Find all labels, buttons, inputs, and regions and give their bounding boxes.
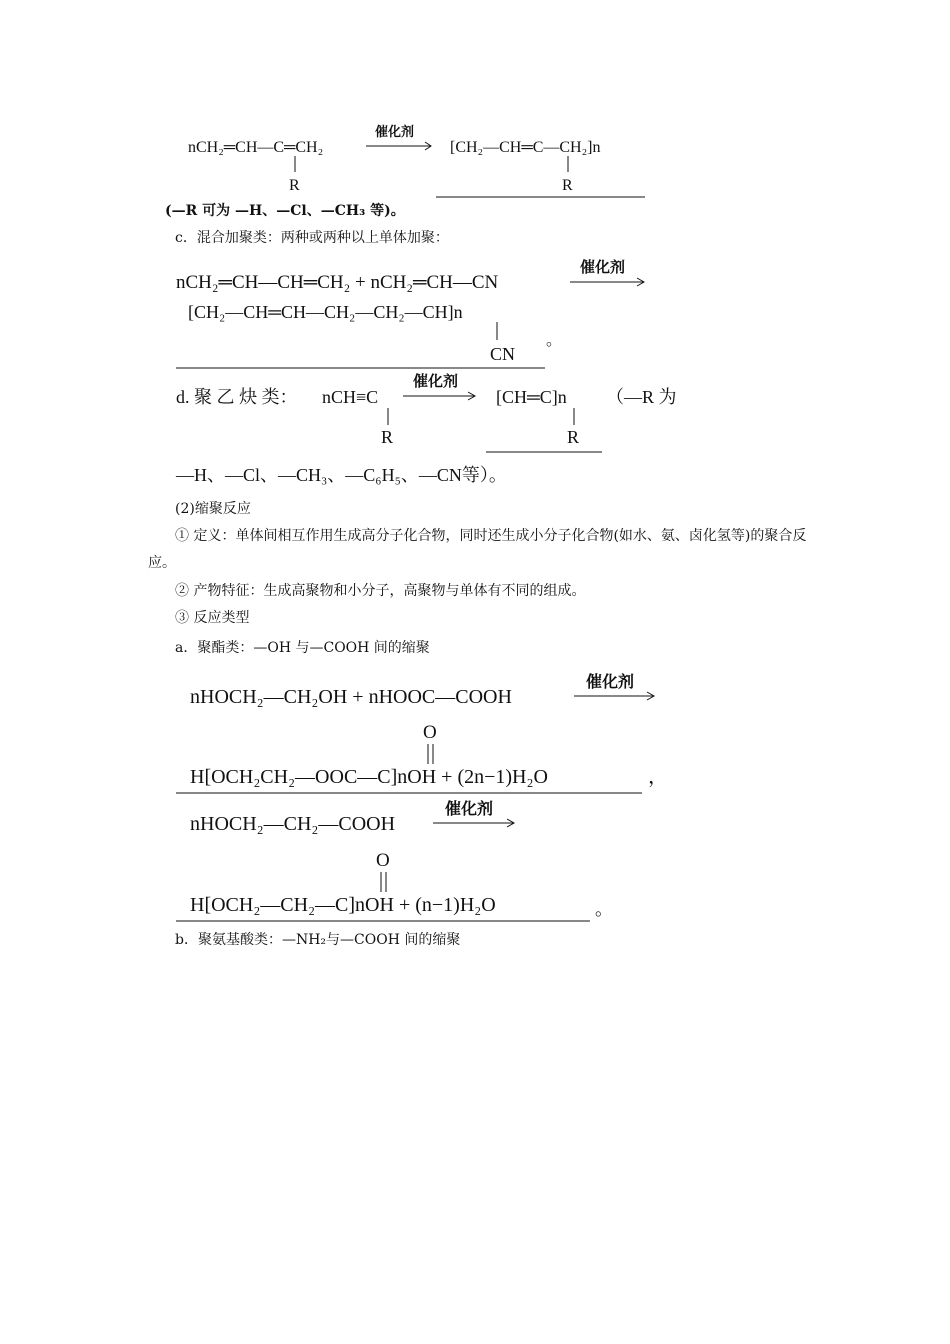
definition-paragraph: ① 定义：单体间相互作用生成高分子化合物，同时还生成小分子化合物(如水、氨、卤化氢等)的聚合反应。 (148, 528, 807, 571)
eq3-carbonyl-oxygen: O (423, 722, 437, 743)
section-c-heading: c．混合加聚类：两种或两种以上单体加聚： (175, 230, 449, 246)
eq1-reactant-substituent: R (289, 177, 300, 194)
section-d-reactant: nCH≡C (322, 387, 379, 407)
section-d-note-line2: —H、—Cl、—CH₃、—C₆H₅、—CN等）。 (176, 465, 507, 485)
eq4-carbonyl-oxygen: O (376, 850, 390, 871)
eq2-product: [CH₂—CH═CH—CH₂—CH₂—CH]n (188, 302, 463, 322)
eq3-product: H[OCH₂CH₂—OOC—C]nOH + (2n−1)H₂O (190, 766, 548, 788)
product-feature-paragraph: ② 产物特征：生成高聚物和小分子，高聚物与单体有不同的组成。 (175, 583, 586, 599)
section-d-product-substituent: R (567, 427, 580, 447)
section-d-note-start: （—R 为 (606, 387, 677, 407)
eq2-reactants: nCH₂═CH—CH═CH₂ + nCH₂═CH—CN (176, 272, 499, 293)
section-d-reactant-substituent: R (381, 427, 394, 447)
eq3-reactants: nHOCH₂—CH₂OH + nHOOC—COOH (190, 686, 512, 708)
eq4-catalyst: 催化剂 (445, 799, 494, 818)
section-d-label: d. 聚 乙 炔 类： (176, 387, 298, 407)
condensation-title: (2)缩聚反应 (175, 501, 251, 517)
section-a-heading: a．聚酯类：—OH 与—COOH 间的缩聚 (175, 640, 430, 656)
eq2-end: 。 (546, 332, 563, 349)
eq1-reactant: nCH₂═CH—C═CH₂ (188, 139, 324, 156)
eq4-product: H[OCH₂—CH₂—C]nOH + (n−1)H₂O (190, 894, 496, 916)
eq1-product-substituent: R (562, 177, 573, 194)
eq3-catalyst: 催化剂 (586, 672, 635, 691)
eq4-reactant: nHOCH₂—CH₂—COOH (190, 813, 396, 835)
section-d-catalyst: 催化剂 (413, 372, 459, 390)
section-b-heading: b．聚氨基酸类：—NH₂与—COOH 间的缩聚 (175, 932, 461, 948)
eq3-end: ， (648, 766, 668, 788)
eq1-product: [CH₂—CH═C—CH₂]n (450, 139, 601, 156)
section-d-product: [CH═C]n (496, 387, 567, 407)
eq2-catalyst: 催化剂 (580, 258, 626, 276)
reaction-types-heading: ③ 反应类型 (175, 610, 250, 626)
eq4-end: 。 (595, 899, 613, 919)
note-r-substituents: (—R 可为 —H、—Cl、—CH₃ 等)。 (165, 203, 405, 219)
eq1-catalyst: 催化剂 (375, 125, 415, 140)
eq2-product-substituent: CN (490, 344, 516, 364)
